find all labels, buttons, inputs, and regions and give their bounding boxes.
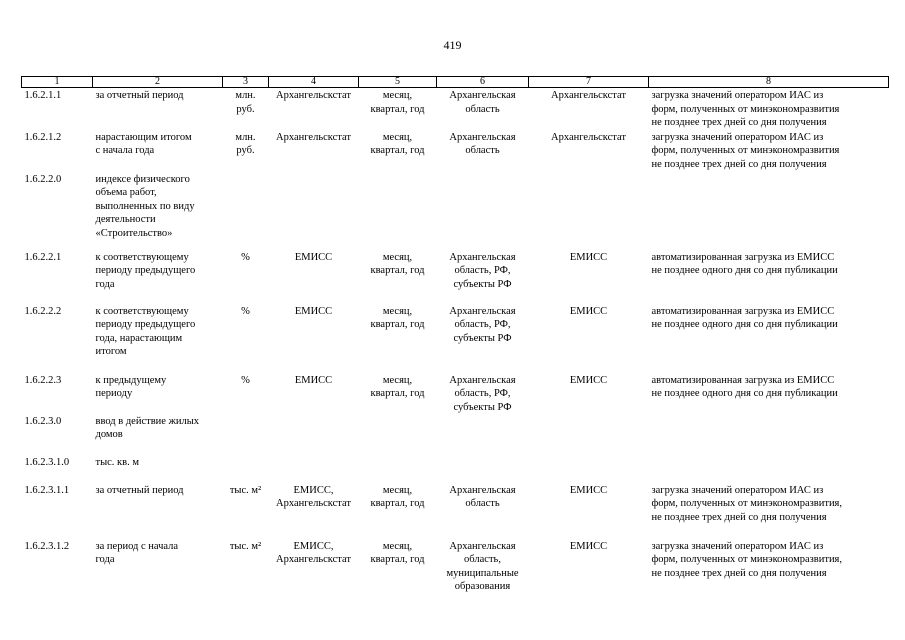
row-territory xyxy=(437,456,529,484)
row-indicator: к предыдущему периоду xyxy=(95,374,167,399)
page-number: 419 xyxy=(443,38,462,52)
row-code: 1.6.2.2.1 xyxy=(24,251,62,263)
row-source: ЕМИСС xyxy=(294,305,333,317)
row-indicator: тыс. кв. м xyxy=(95,456,140,468)
row-provider xyxy=(529,415,649,456)
row-territory xyxy=(437,415,529,456)
row-source: ЕМИСС, Архангельскстат xyxy=(276,484,351,509)
row-source xyxy=(269,456,359,484)
row-code: 1.6.2.1.2 xyxy=(24,131,62,143)
row-code: 1.6.2.3.1.0 xyxy=(24,456,70,468)
row-indicator: к соответствующему периоду предыдущего года xyxy=(95,251,196,290)
row-territory: Архангельская область, РФ, субъекты РФ xyxy=(449,251,516,290)
row-source: Архангельскстат xyxy=(276,131,351,143)
row-provider: Архангельскстат xyxy=(551,90,626,101)
header-row xyxy=(22,77,889,88)
row-unit: тыс. м² xyxy=(229,484,262,496)
row-loading-method: автоматизированная загрузка из ЕМИСС не позднее одного дня со дня публикации xyxy=(651,305,838,330)
row-provider: ЕМИСС xyxy=(569,374,608,386)
row-code: 1.6.2.2.3 xyxy=(24,374,62,386)
column-header: 7 xyxy=(529,77,649,88)
row-periodicity xyxy=(359,173,437,251)
column-header: 1 xyxy=(22,77,93,88)
row-loading-method: загрузка значений оператором ИАС из форм, полученных от минэкономразвития не позднее трех дней со дня получения xyxy=(651,90,840,128)
row-provider xyxy=(529,173,649,251)
row-indicator: нарастающим итогом с начала года xyxy=(95,131,192,156)
row-indicator: за период с начала года xyxy=(95,540,179,565)
row-territory: Архангельская область, РФ, субъекты РФ xyxy=(449,305,516,344)
row-source: ЕМИСС xyxy=(294,374,333,386)
table-row xyxy=(22,305,889,374)
row-provider xyxy=(529,456,649,484)
row-periodicity: месяц, квартал, год xyxy=(370,374,425,399)
table-row xyxy=(22,374,889,415)
row-indicator: за отчетный период xyxy=(95,484,184,496)
row-territory: Архангельская область xyxy=(449,131,516,156)
row-periodicity xyxy=(359,415,437,456)
row-territory: Архангельская область, РФ, субъекты РФ xyxy=(449,374,516,413)
row-indicator: к соответствующему периоду предыдущего года, нарастающим итогом xyxy=(95,305,196,357)
table-row xyxy=(22,88,889,130)
row-indicator: индексе физического объема работ, выполненных по виду деятельности «Строительство» xyxy=(95,173,195,239)
column-header: 5 xyxy=(359,77,437,88)
row-loading-method xyxy=(649,173,889,251)
row-periodicity: месяц, квартал, год xyxy=(370,131,425,156)
row-unit xyxy=(223,415,269,456)
table-row xyxy=(22,415,889,456)
table-row xyxy=(22,173,889,251)
row-territory: Архангельская область, муниципальные образования xyxy=(446,540,519,592)
row-unit xyxy=(223,173,269,251)
row-territory xyxy=(437,173,529,251)
row-unit: % xyxy=(241,251,250,263)
row-loading-method xyxy=(649,456,889,484)
table-row xyxy=(22,251,889,305)
row-code: 1.6.2.3.1.2 xyxy=(24,540,70,552)
row-source xyxy=(269,173,359,251)
column-header: 8 xyxy=(649,77,889,88)
table-row xyxy=(22,484,889,540)
row-periodicity: месяц, квартал, год xyxy=(370,90,425,115)
row-unit: млн. руб. xyxy=(235,131,256,156)
row-periodicity: месяц, квартал, год xyxy=(370,305,425,330)
row-indicator: за отчетный период xyxy=(95,90,184,101)
row-provider: ЕМИСС xyxy=(569,540,608,552)
row-loading-method: загрузка значений оператором ИАС из форм, полученных от минэкономразвития, не позднее трех дней со дня получения xyxy=(651,540,843,579)
column-header: 3 xyxy=(223,77,269,88)
row-code: 1.6.2.2.0 xyxy=(24,173,62,185)
row-unit: % xyxy=(241,305,250,317)
column-header: 2 xyxy=(93,77,223,88)
column-header: 4 xyxy=(269,77,359,88)
row-source xyxy=(269,415,359,456)
row-source: Архангельскстат xyxy=(276,90,351,101)
row-loading-method: загрузка значений оператором ИАС из форм, полученных от минэкономразвития, не позднее трех дней со дня получения xyxy=(651,484,843,523)
row-unit: % xyxy=(241,374,250,386)
row-loading-method: автоматизированная загрузка из ЕМИСС не позднее одного дня со дня публикации xyxy=(651,251,838,276)
row-periodicity: месяц, квартал, год xyxy=(370,251,425,276)
row-provider: ЕМИСС xyxy=(569,305,608,317)
row-loading-method xyxy=(649,415,889,456)
table-row xyxy=(22,130,889,173)
row-code: 1.6.2.3.0 xyxy=(24,415,62,427)
row-provider: ЕМИСС xyxy=(569,484,608,496)
row-periodicity xyxy=(359,456,437,484)
table-row xyxy=(22,456,889,484)
row-provider: ЕМИСС xyxy=(569,251,608,263)
row-provider: Архангельскстат xyxy=(551,131,626,143)
row-loading-method: загрузка значений оператором ИАС из форм, полученных от минэкономразвития не позднее трех дней со дня получения xyxy=(651,131,840,170)
row-unit: млн. руб. xyxy=(235,90,256,115)
row-unit xyxy=(223,456,269,484)
row-code: 1.6.2.1.1 xyxy=(24,90,62,101)
row-code: 1.6.2.2.2 xyxy=(24,305,62,317)
row-source: ЕМИСС, Архангельскстат xyxy=(276,540,351,565)
row-territory: Архангельская область xyxy=(449,484,516,509)
row-code: 1.6.2.3.1.1 xyxy=(24,484,70,496)
row-unit: тыс. м² xyxy=(229,540,262,552)
column-header: 6 xyxy=(437,77,529,88)
row-loading-method: автоматизированная загрузка из ЕМИСС не позднее одного дня со дня публикации xyxy=(651,374,838,399)
row-territory: Архангельская область xyxy=(449,90,516,115)
row-periodicity: месяц, квартал, год xyxy=(370,484,425,509)
indicator-table xyxy=(21,76,889,602)
row-indicator: ввод в действие жилых домов xyxy=(95,415,199,440)
row-periodicity: месяц, квартал, год xyxy=(370,540,425,565)
table-row xyxy=(22,540,889,602)
row-source: ЕМИСС xyxy=(294,251,333,263)
